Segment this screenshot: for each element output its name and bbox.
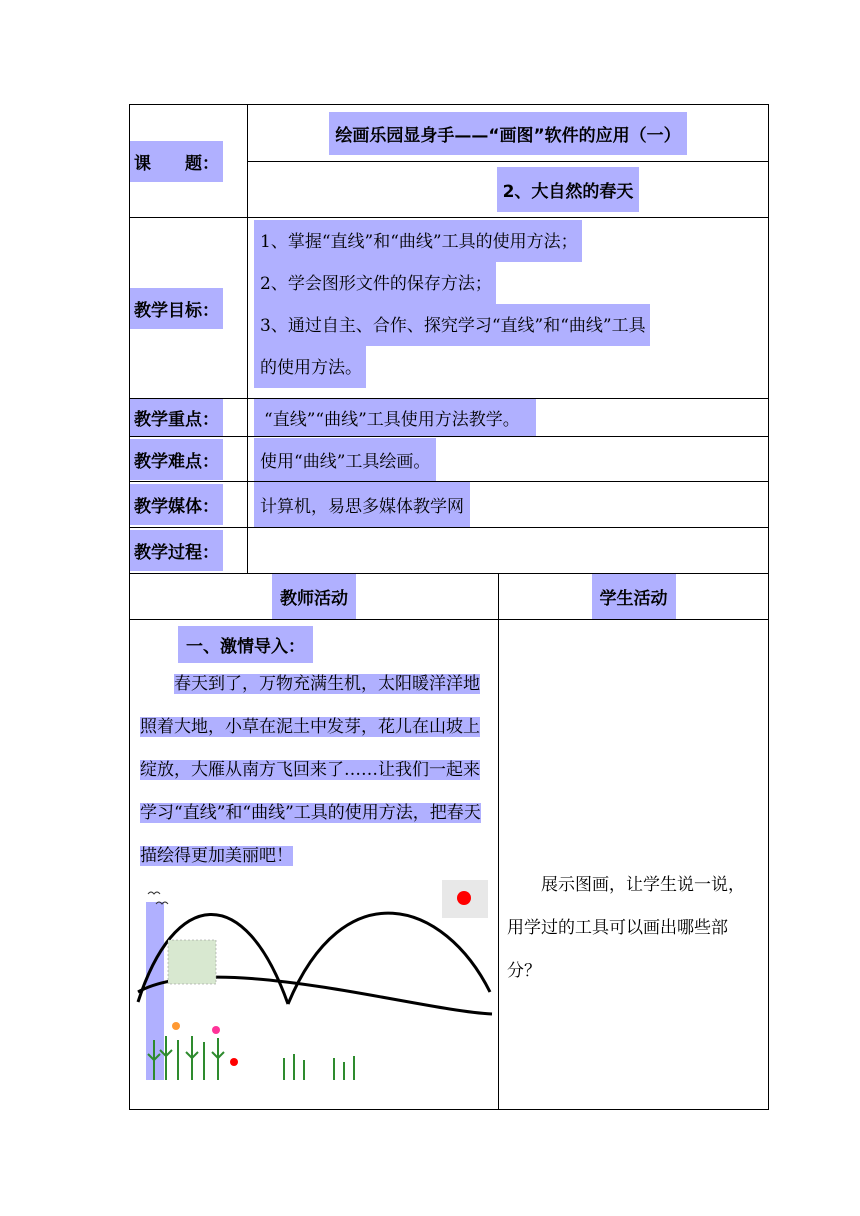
key-point-cell [248,399,769,437]
title-main-cell [248,105,769,162]
mountain-curve [288,913,490,1004]
student-activity-cell [499,620,769,1110]
difficulty-label: 教学难点： [130,439,223,480]
key-point-value: “直线”“曲线”工具使用方法教学。 [254,399,536,436]
title-sub-cell [248,162,769,218]
lesson-title: 绘画乐园显身手——“画图”软件的应用（一） [329,112,686,155]
flower-icon [230,1058,238,1066]
media-label-cell [130,482,248,528]
key-point-label-cell [130,399,248,437]
lesson-subtitle: 2、大自然的春天 [497,167,640,212]
intro-paragraph [130,663,498,878]
bush-icon [168,940,216,984]
teacher-activity-cell [130,620,499,1110]
student-column-header: 学生活动 [592,574,676,619]
process-cell [248,528,769,574]
objectives-label: 教学目标： [130,288,223,329]
difficulty-cell [248,437,769,482]
flower-icon [172,1022,180,1030]
media-cell [248,482,769,528]
bird-icon [148,892,160,894]
media-label: 教学媒体： [130,484,223,525]
process-label: 教学过程： [130,530,223,571]
teacher-header-cell [130,574,499,620]
objective-item: 的使用方法。 [254,346,366,388]
lesson-plan-table [129,104,769,1110]
flower-icon [212,1026,220,1034]
title-label-cell [130,105,248,218]
spring-drawing [134,880,494,1080]
title-label: 课 题： [130,141,223,182]
objectives-cell [248,218,769,399]
media-value: 计算机，易思多媒体教学网 [254,482,470,527]
student-activity-text: 展示图画，让学生说一说，用学过的工具可以画出哪些部分？ [507,875,745,981]
objective-item: 2、学会图形文件的保存方法； [254,262,496,304]
objectives-label-cell [130,218,248,399]
intro-heading: 一、激情导入： [178,626,313,663]
process-label-cell [130,528,248,574]
teacher-column-header: 教师活动 [272,574,356,619]
objective-item: 1、掌握“直线”和“曲线”工具的使用方法； [254,220,582,262]
difficulty-value: 使用“曲线”工具绘画。 [254,438,436,481]
intro-paragraph-text: 春天到了，万物充满生机，太阳暖洋洋地照着大地，小草在泥土中发芽，花儿在山坡上绽放，大雁从南方飞回来了……让我们一起来学习“直线”和“曲线”工具的使用方法，把春天描绘得更加美丽吧！ [140,674,481,866]
grass-icon [148,1036,354,1080]
objective-item: 3、通过自主、合作、探究学习“直线”和“曲线”工具 [254,304,650,346]
student-header-cell [499,574,769,620]
key-point-label: 教学重点： [130,399,223,436]
difficulty-label-cell [130,437,248,482]
sun-icon [442,880,488,918]
